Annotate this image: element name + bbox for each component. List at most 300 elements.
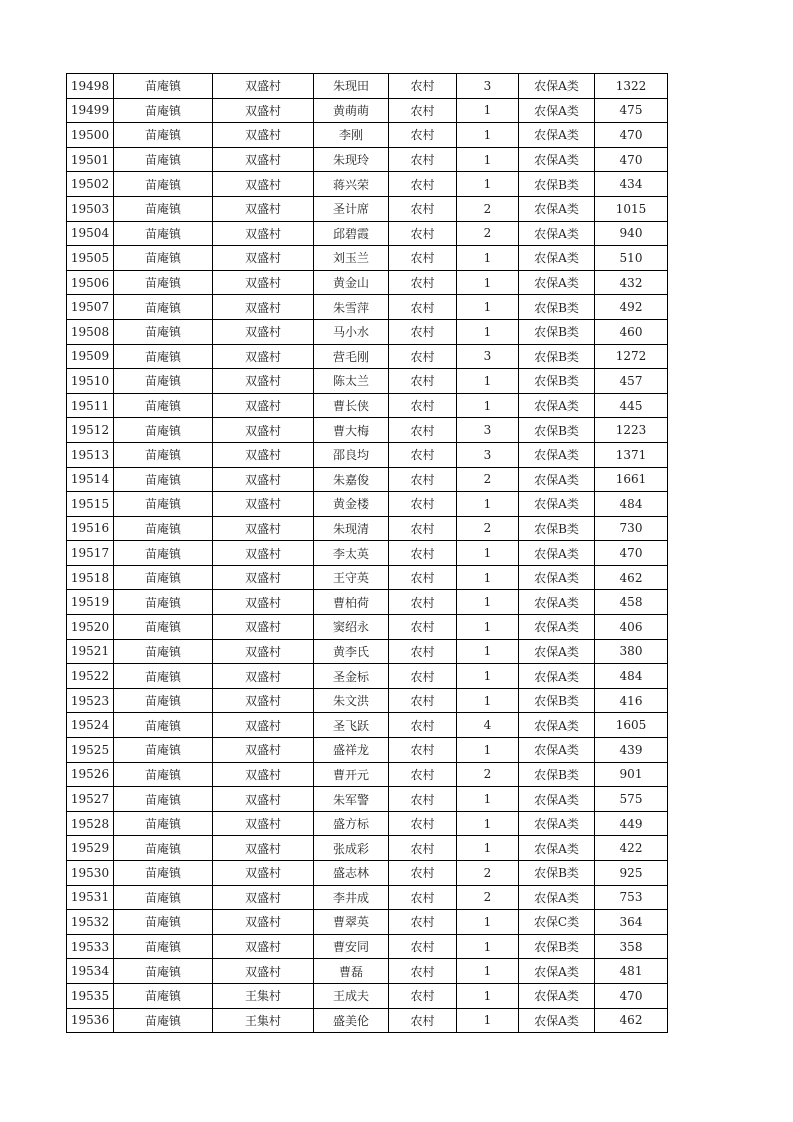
row-id-cell: 19530 <box>67 861 114 886</box>
amount-cell: 422 <box>595 836 668 861</box>
town-cell: 苗庵镇 <box>114 270 213 295</box>
town-cell: 苗庵镇 <box>114 442 213 467</box>
household-type-cell: 农村 <box>389 934 457 959</box>
row-id-cell: 19522 <box>67 664 114 689</box>
row-id-cell: 19535 <box>67 983 114 1008</box>
village-cell: 双盛村 <box>213 861 314 886</box>
name-cell: 王守英 <box>314 565 389 590</box>
row-id-cell: 19511 <box>67 393 114 418</box>
insurance-category-cell: 农保A类 <box>519 983 595 1008</box>
name-cell: 李刚 <box>314 123 389 148</box>
household-type-cell: 农村 <box>389 172 457 197</box>
amount-cell: 416 <box>595 688 668 713</box>
town-cell: 苗庵镇 <box>114 934 213 959</box>
row-id-cell: 19529 <box>67 836 114 861</box>
member-count-cell: 1 <box>457 615 519 640</box>
row-id-cell: 19528 <box>67 811 114 836</box>
village-cell: 双盛村 <box>213 811 314 836</box>
town-cell: 苗庵镇 <box>114 393 213 418</box>
table-row <box>67 393 668 418</box>
row-id-cell: 19531 <box>67 885 114 910</box>
amount-cell: 445 <box>595 393 668 418</box>
village-cell: 双盛村 <box>213 418 314 443</box>
insurance-category-cell: 农保A类 <box>519 221 595 246</box>
member-count-cell: 1 <box>457 319 519 344</box>
insurance-category-cell: 农保A类 <box>519 959 595 984</box>
table-row <box>67 836 668 861</box>
name-cell: 朱雪萍 <box>314 295 389 320</box>
insurance-category-cell: 农保B类 <box>519 295 595 320</box>
amount-cell: 470 <box>595 541 668 566</box>
name-cell: 曹大梅 <box>314 418 389 443</box>
name-cell: 盛志林 <box>314 861 389 886</box>
member-count-cell: 2 <box>457 861 519 886</box>
village-cell: 双盛村 <box>213 762 314 787</box>
village-cell: 双盛村 <box>213 590 314 615</box>
table-row <box>67 565 668 590</box>
table-row <box>67 442 668 467</box>
household-type-cell: 农村 <box>389 836 457 861</box>
name-cell: 盛美伦 <box>314 1008 389 1033</box>
village-cell: 双盛村 <box>213 959 314 984</box>
member-count-cell: 1 <box>457 270 519 295</box>
row-id-cell: 19524 <box>67 713 114 738</box>
village-cell: 双盛村 <box>213 492 314 517</box>
household-type-cell: 农村 <box>389 565 457 590</box>
town-cell: 苗庵镇 <box>114 861 213 886</box>
name-cell: 黄金楼 <box>314 492 389 517</box>
village-cell: 双盛村 <box>213 172 314 197</box>
amount-cell: 901 <box>595 762 668 787</box>
member-count-cell: 2 <box>457 885 519 910</box>
household-type-cell: 农村 <box>389 196 457 221</box>
row-id-cell: 19500 <box>67 123 114 148</box>
household-type-cell: 农村 <box>389 369 457 394</box>
insurance-category-cell: 农保A类 <box>519 74 595 99</box>
records-table <box>66 73 668 1033</box>
village-cell: 双盛村 <box>213 369 314 394</box>
table-row <box>67 885 668 910</box>
household-type-cell: 农村 <box>389 541 457 566</box>
town-cell: 苗庵镇 <box>114 738 213 763</box>
member-count-cell: 1 <box>457 959 519 984</box>
name-cell: 曹开元 <box>314 762 389 787</box>
household-type-cell: 农村 <box>389 664 457 689</box>
name-cell: 朱文洪 <box>314 688 389 713</box>
member-count-cell: 1 <box>457 393 519 418</box>
insurance-category-cell: 农保A类 <box>519 196 595 221</box>
member-count-cell: 3 <box>457 418 519 443</box>
amount-cell: 470 <box>595 983 668 1008</box>
household-type-cell: 农村 <box>389 344 457 369</box>
name-cell: 李太英 <box>314 541 389 566</box>
amount-cell: 1015 <box>595 196 668 221</box>
household-type-cell: 农村 <box>389 221 457 246</box>
amount-cell: 575 <box>595 787 668 812</box>
town-cell: 苗庵镇 <box>114 541 213 566</box>
village-cell: 双盛村 <box>213 934 314 959</box>
village-cell: 双盛村 <box>213 664 314 689</box>
household-type-cell: 农村 <box>389 147 457 172</box>
village-cell: 双盛村 <box>213 442 314 467</box>
row-id-cell: 19510 <box>67 369 114 394</box>
table-row <box>67 762 668 787</box>
name-cell: 曹长侠 <box>314 393 389 418</box>
amount-cell: 1661 <box>595 467 668 492</box>
town-cell: 苗庵镇 <box>114 639 213 664</box>
amount-cell: 439 <box>595 738 668 763</box>
household-type-cell: 农村 <box>389 811 457 836</box>
household-type-cell: 农村 <box>389 787 457 812</box>
member-count-cell: 1 <box>457 910 519 935</box>
village-cell: 双盛村 <box>213 787 314 812</box>
insurance-category-cell: 农保A类 <box>519 787 595 812</box>
insurance-category-cell: 农保A类 <box>519 565 595 590</box>
table-row <box>67 811 668 836</box>
row-id-cell: 19499 <box>67 98 114 123</box>
amount-cell: 462 <box>595 565 668 590</box>
household-type-cell: 农村 <box>389 910 457 935</box>
member-count-cell: 1 <box>457 565 519 590</box>
row-id-cell: 19532 <box>67 910 114 935</box>
amount-cell: 730 <box>595 516 668 541</box>
village-cell: 双盛村 <box>213 516 314 541</box>
insurance-category-cell: 农保C类 <box>519 910 595 935</box>
household-type-cell: 农村 <box>389 1008 457 1033</box>
household-type-cell: 农村 <box>389 98 457 123</box>
amount-cell: 406 <box>595 615 668 640</box>
town-cell: 苗庵镇 <box>114 369 213 394</box>
member-count-cell: 1 <box>457 369 519 394</box>
insurance-category-cell: 农保A类 <box>519 98 595 123</box>
household-type-cell: 农村 <box>389 885 457 910</box>
household-type-cell: 农村 <box>389 74 457 99</box>
row-id-cell: 19505 <box>67 246 114 271</box>
town-cell: 苗庵镇 <box>114 319 213 344</box>
town-cell: 苗庵镇 <box>114 811 213 836</box>
insurance-category-cell: 农保A类 <box>519 492 595 517</box>
table-row <box>67 295 668 320</box>
town-cell: 苗庵镇 <box>114 295 213 320</box>
row-id-cell: 19504 <box>67 221 114 246</box>
insurance-category-cell: 农保A类 <box>519 123 595 148</box>
village-cell: 双盛村 <box>213 98 314 123</box>
household-type-cell: 农村 <box>389 295 457 320</box>
village-cell: 双盛村 <box>213 393 314 418</box>
name-cell: 蒋兴荣 <box>314 172 389 197</box>
row-id-cell: 19527 <box>67 787 114 812</box>
name-cell: 圣金标 <box>314 664 389 689</box>
village-cell: 双盛村 <box>213 344 314 369</box>
insurance-category-cell: 农保A类 <box>519 541 595 566</box>
insurance-category-cell: 农保A类 <box>519 713 595 738</box>
household-type-cell: 农村 <box>389 516 457 541</box>
row-id-cell: 19503 <box>67 196 114 221</box>
town-cell: 苗庵镇 <box>114 196 213 221</box>
insurance-category-cell: 农保A类 <box>519 639 595 664</box>
table-body <box>67 74 668 1033</box>
insurance-category-cell: 农保A类 <box>519 147 595 172</box>
town-cell: 苗庵镇 <box>114 688 213 713</box>
town-cell: 苗庵镇 <box>114 836 213 861</box>
table-row <box>67 959 668 984</box>
amount-cell: 1223 <box>595 418 668 443</box>
amount-cell: 1322 <box>595 74 668 99</box>
name-cell: 黄李氏 <box>314 639 389 664</box>
name-cell: 朱现田 <box>314 74 389 99</box>
insurance-category-cell: 农保A类 <box>519 811 595 836</box>
insurance-category-cell: 农保A类 <box>519 738 595 763</box>
village-cell: 双盛村 <box>213 910 314 935</box>
table-row <box>67 418 668 443</box>
town-cell: 苗庵镇 <box>114 246 213 271</box>
table-row <box>67 664 668 689</box>
row-id-cell: 19509 <box>67 344 114 369</box>
amount-cell: 1371 <box>595 442 668 467</box>
household-type-cell: 农村 <box>389 615 457 640</box>
row-id-cell: 19523 <box>67 688 114 713</box>
town-cell: 苗庵镇 <box>114 98 213 123</box>
insurance-category-cell: 农保B类 <box>519 319 595 344</box>
table-row <box>67 246 668 271</box>
member-count-cell: 1 <box>457 98 519 123</box>
amount-cell: 434 <box>595 172 668 197</box>
household-type-cell: 农村 <box>389 688 457 713</box>
village-cell: 王集村 <box>213 983 314 1008</box>
household-type-cell: 农村 <box>389 861 457 886</box>
village-cell: 双盛村 <box>213 74 314 99</box>
town-cell: 苗庵镇 <box>114 590 213 615</box>
name-cell: 王成夫 <box>314 983 389 1008</box>
insurance-category-cell: 农保B类 <box>519 934 595 959</box>
insurance-category-cell: 农保A类 <box>519 590 595 615</box>
insurance-category-cell: 农保A类 <box>519 836 595 861</box>
household-type-cell: 农村 <box>389 738 457 763</box>
amount-cell: 510 <box>595 246 668 271</box>
row-id-cell: 19521 <box>67 639 114 664</box>
village-cell: 双盛村 <box>213 270 314 295</box>
member-count-cell: 3 <box>457 442 519 467</box>
name-cell: 窦绍永 <box>314 615 389 640</box>
household-type-cell: 农村 <box>389 762 457 787</box>
insurance-category-cell: 农保B类 <box>519 369 595 394</box>
name-cell: 邵良均 <box>314 442 389 467</box>
row-id-cell: 19516 <box>67 516 114 541</box>
town-cell: 苗庵镇 <box>114 565 213 590</box>
village-cell: 双盛村 <box>213 885 314 910</box>
member-count-cell: 1 <box>457 787 519 812</box>
row-id-cell: 19501 <box>67 147 114 172</box>
town-cell: 苗庵镇 <box>114 516 213 541</box>
village-cell: 双盛村 <box>213 639 314 664</box>
table-row <box>67 467 668 492</box>
member-count-cell: 1 <box>457 541 519 566</box>
member-count-cell: 1 <box>457 836 519 861</box>
table-row <box>67 1008 668 1033</box>
town-cell: 苗庵镇 <box>114 885 213 910</box>
insurance-category-cell: 农保A类 <box>519 467 595 492</box>
insurance-category-cell: 农保B类 <box>519 516 595 541</box>
member-count-cell: 1 <box>457 492 519 517</box>
member-count-cell: 1 <box>457 147 519 172</box>
table-row <box>67 270 668 295</box>
amount-cell: 449 <box>595 811 668 836</box>
town-cell: 苗庵镇 <box>114 615 213 640</box>
member-count-cell: 2 <box>457 516 519 541</box>
village-cell: 双盛村 <box>213 319 314 344</box>
row-id-cell: 19508 <box>67 319 114 344</box>
table-row <box>67 196 668 221</box>
row-id-cell: 19536 <box>67 1008 114 1033</box>
amount-cell: 481 <box>595 959 668 984</box>
insurance-category-cell: 农保B类 <box>519 344 595 369</box>
insurance-category-cell: 农保B类 <box>519 172 595 197</box>
member-count-cell: 2 <box>457 762 519 787</box>
household-type-cell: 农村 <box>389 418 457 443</box>
household-type-cell: 农村 <box>389 246 457 271</box>
town-cell: 苗庵镇 <box>114 910 213 935</box>
household-type-cell: 农村 <box>389 639 457 664</box>
village-cell: 双盛村 <box>213 541 314 566</box>
row-id-cell: 19502 <box>67 172 114 197</box>
member-count-cell: 1 <box>457 688 519 713</box>
amount-cell: 462 <box>595 1008 668 1033</box>
town-cell: 苗庵镇 <box>114 983 213 1008</box>
amount-cell: 380 <box>595 639 668 664</box>
name-cell: 马小水 <box>314 319 389 344</box>
town-cell: 苗庵镇 <box>114 787 213 812</box>
village-cell: 双盛村 <box>213 196 314 221</box>
town-cell: 苗庵镇 <box>114 221 213 246</box>
table-row <box>67 369 668 394</box>
table-row <box>67 98 668 123</box>
amount-cell: 458 <box>595 590 668 615</box>
name-cell: 盛祥龙 <box>314 738 389 763</box>
village-cell: 双盛村 <box>213 615 314 640</box>
row-id-cell: 19506 <box>67 270 114 295</box>
table-row <box>67 74 668 99</box>
name-cell: 朱现玲 <box>314 147 389 172</box>
town-cell: 苗庵镇 <box>114 664 213 689</box>
town-cell: 苗庵镇 <box>114 123 213 148</box>
town-cell: 苗庵镇 <box>114 959 213 984</box>
name-cell: 圣计席 <box>314 196 389 221</box>
table-row <box>67 123 668 148</box>
row-id-cell: 19534 <box>67 959 114 984</box>
name-cell: 黄萌萌 <box>314 98 389 123</box>
row-id-cell: 19520 <box>67 615 114 640</box>
household-type-cell: 农村 <box>389 492 457 517</box>
amount-cell: 940 <box>595 221 668 246</box>
insurance-category-cell: 农保A类 <box>519 615 595 640</box>
name-cell: 黄金山 <box>314 270 389 295</box>
member-count-cell: 2 <box>457 221 519 246</box>
town-cell: 苗庵镇 <box>114 713 213 738</box>
table-row <box>67 615 668 640</box>
row-id-cell: 19525 <box>67 738 114 763</box>
household-type-cell: 农村 <box>389 393 457 418</box>
town-cell: 苗庵镇 <box>114 74 213 99</box>
row-id-cell: 19514 <box>67 467 114 492</box>
village-cell: 王集村 <box>213 1008 314 1033</box>
amount-cell: 1605 <box>595 713 668 738</box>
town-cell: 苗庵镇 <box>114 762 213 787</box>
insurance-category-cell: 农保B类 <box>519 762 595 787</box>
insurance-category-cell: 农保A类 <box>519 246 595 271</box>
village-cell: 双盛村 <box>213 295 314 320</box>
member-count-cell: 1 <box>457 123 519 148</box>
member-count-cell: 1 <box>457 246 519 271</box>
amount-cell: 1272 <box>595 344 668 369</box>
insurance-category-cell: 农保B类 <box>519 688 595 713</box>
member-count-cell: 1 <box>457 172 519 197</box>
table-row <box>67 172 668 197</box>
amount-cell: 460 <box>595 319 668 344</box>
row-id-cell: 19498 <box>67 74 114 99</box>
amount-cell: 470 <box>595 147 668 172</box>
amount-cell: 432 <box>595 270 668 295</box>
amount-cell: 364 <box>595 910 668 935</box>
insurance-category-cell: 农保A类 <box>519 442 595 467</box>
household-type-cell: 农村 <box>389 983 457 1008</box>
town-cell: 苗庵镇 <box>114 147 213 172</box>
name-cell: 李井成 <box>314 885 389 910</box>
household-type-cell: 农村 <box>389 270 457 295</box>
village-cell: 双盛村 <box>213 565 314 590</box>
member-count-cell: 1 <box>457 811 519 836</box>
town-cell: 苗庵镇 <box>114 492 213 517</box>
table-row <box>67 639 668 664</box>
town-cell: 苗庵镇 <box>114 344 213 369</box>
name-cell: 陈太兰 <box>314 369 389 394</box>
amount-cell: 475 <box>595 98 668 123</box>
row-id-cell: 19518 <box>67 565 114 590</box>
member-count-cell: 3 <box>457 344 519 369</box>
household-type-cell: 农村 <box>389 319 457 344</box>
member-count-cell: 1 <box>457 934 519 959</box>
insurance-category-cell: 农保A类 <box>519 1008 595 1033</box>
table-row <box>67 590 668 615</box>
table-row <box>67 319 668 344</box>
table-row <box>67 713 668 738</box>
name-cell: 曹翠英 <box>314 910 389 935</box>
row-id-cell: 19507 <box>67 295 114 320</box>
insurance-category-cell: 农保B类 <box>519 861 595 886</box>
household-type-cell: 农村 <box>389 442 457 467</box>
table-row <box>67 910 668 935</box>
name-cell: 朱军警 <box>314 787 389 812</box>
row-id-cell: 19526 <box>67 762 114 787</box>
amount-cell: 470 <box>595 123 668 148</box>
table-row <box>67 541 668 566</box>
member-count-cell: 3 <box>457 74 519 99</box>
row-id-cell: 19533 <box>67 934 114 959</box>
insurance-category-cell: 农保A类 <box>519 393 595 418</box>
insurance-category-cell: 农保A类 <box>519 664 595 689</box>
town-cell: 苗庵镇 <box>114 467 213 492</box>
name-cell: 刘玉兰 <box>314 246 389 271</box>
row-id-cell: 19519 <box>67 590 114 615</box>
village-cell: 双盛村 <box>213 836 314 861</box>
member-count-cell: 1 <box>457 983 519 1008</box>
table-row <box>67 492 668 517</box>
table-row <box>67 516 668 541</box>
town-cell: 苗庵镇 <box>114 418 213 443</box>
table-row <box>67 934 668 959</box>
name-cell: 曹磊 <box>314 959 389 984</box>
village-cell: 双盛村 <box>213 688 314 713</box>
name-cell: 邱碧霞 <box>314 221 389 246</box>
